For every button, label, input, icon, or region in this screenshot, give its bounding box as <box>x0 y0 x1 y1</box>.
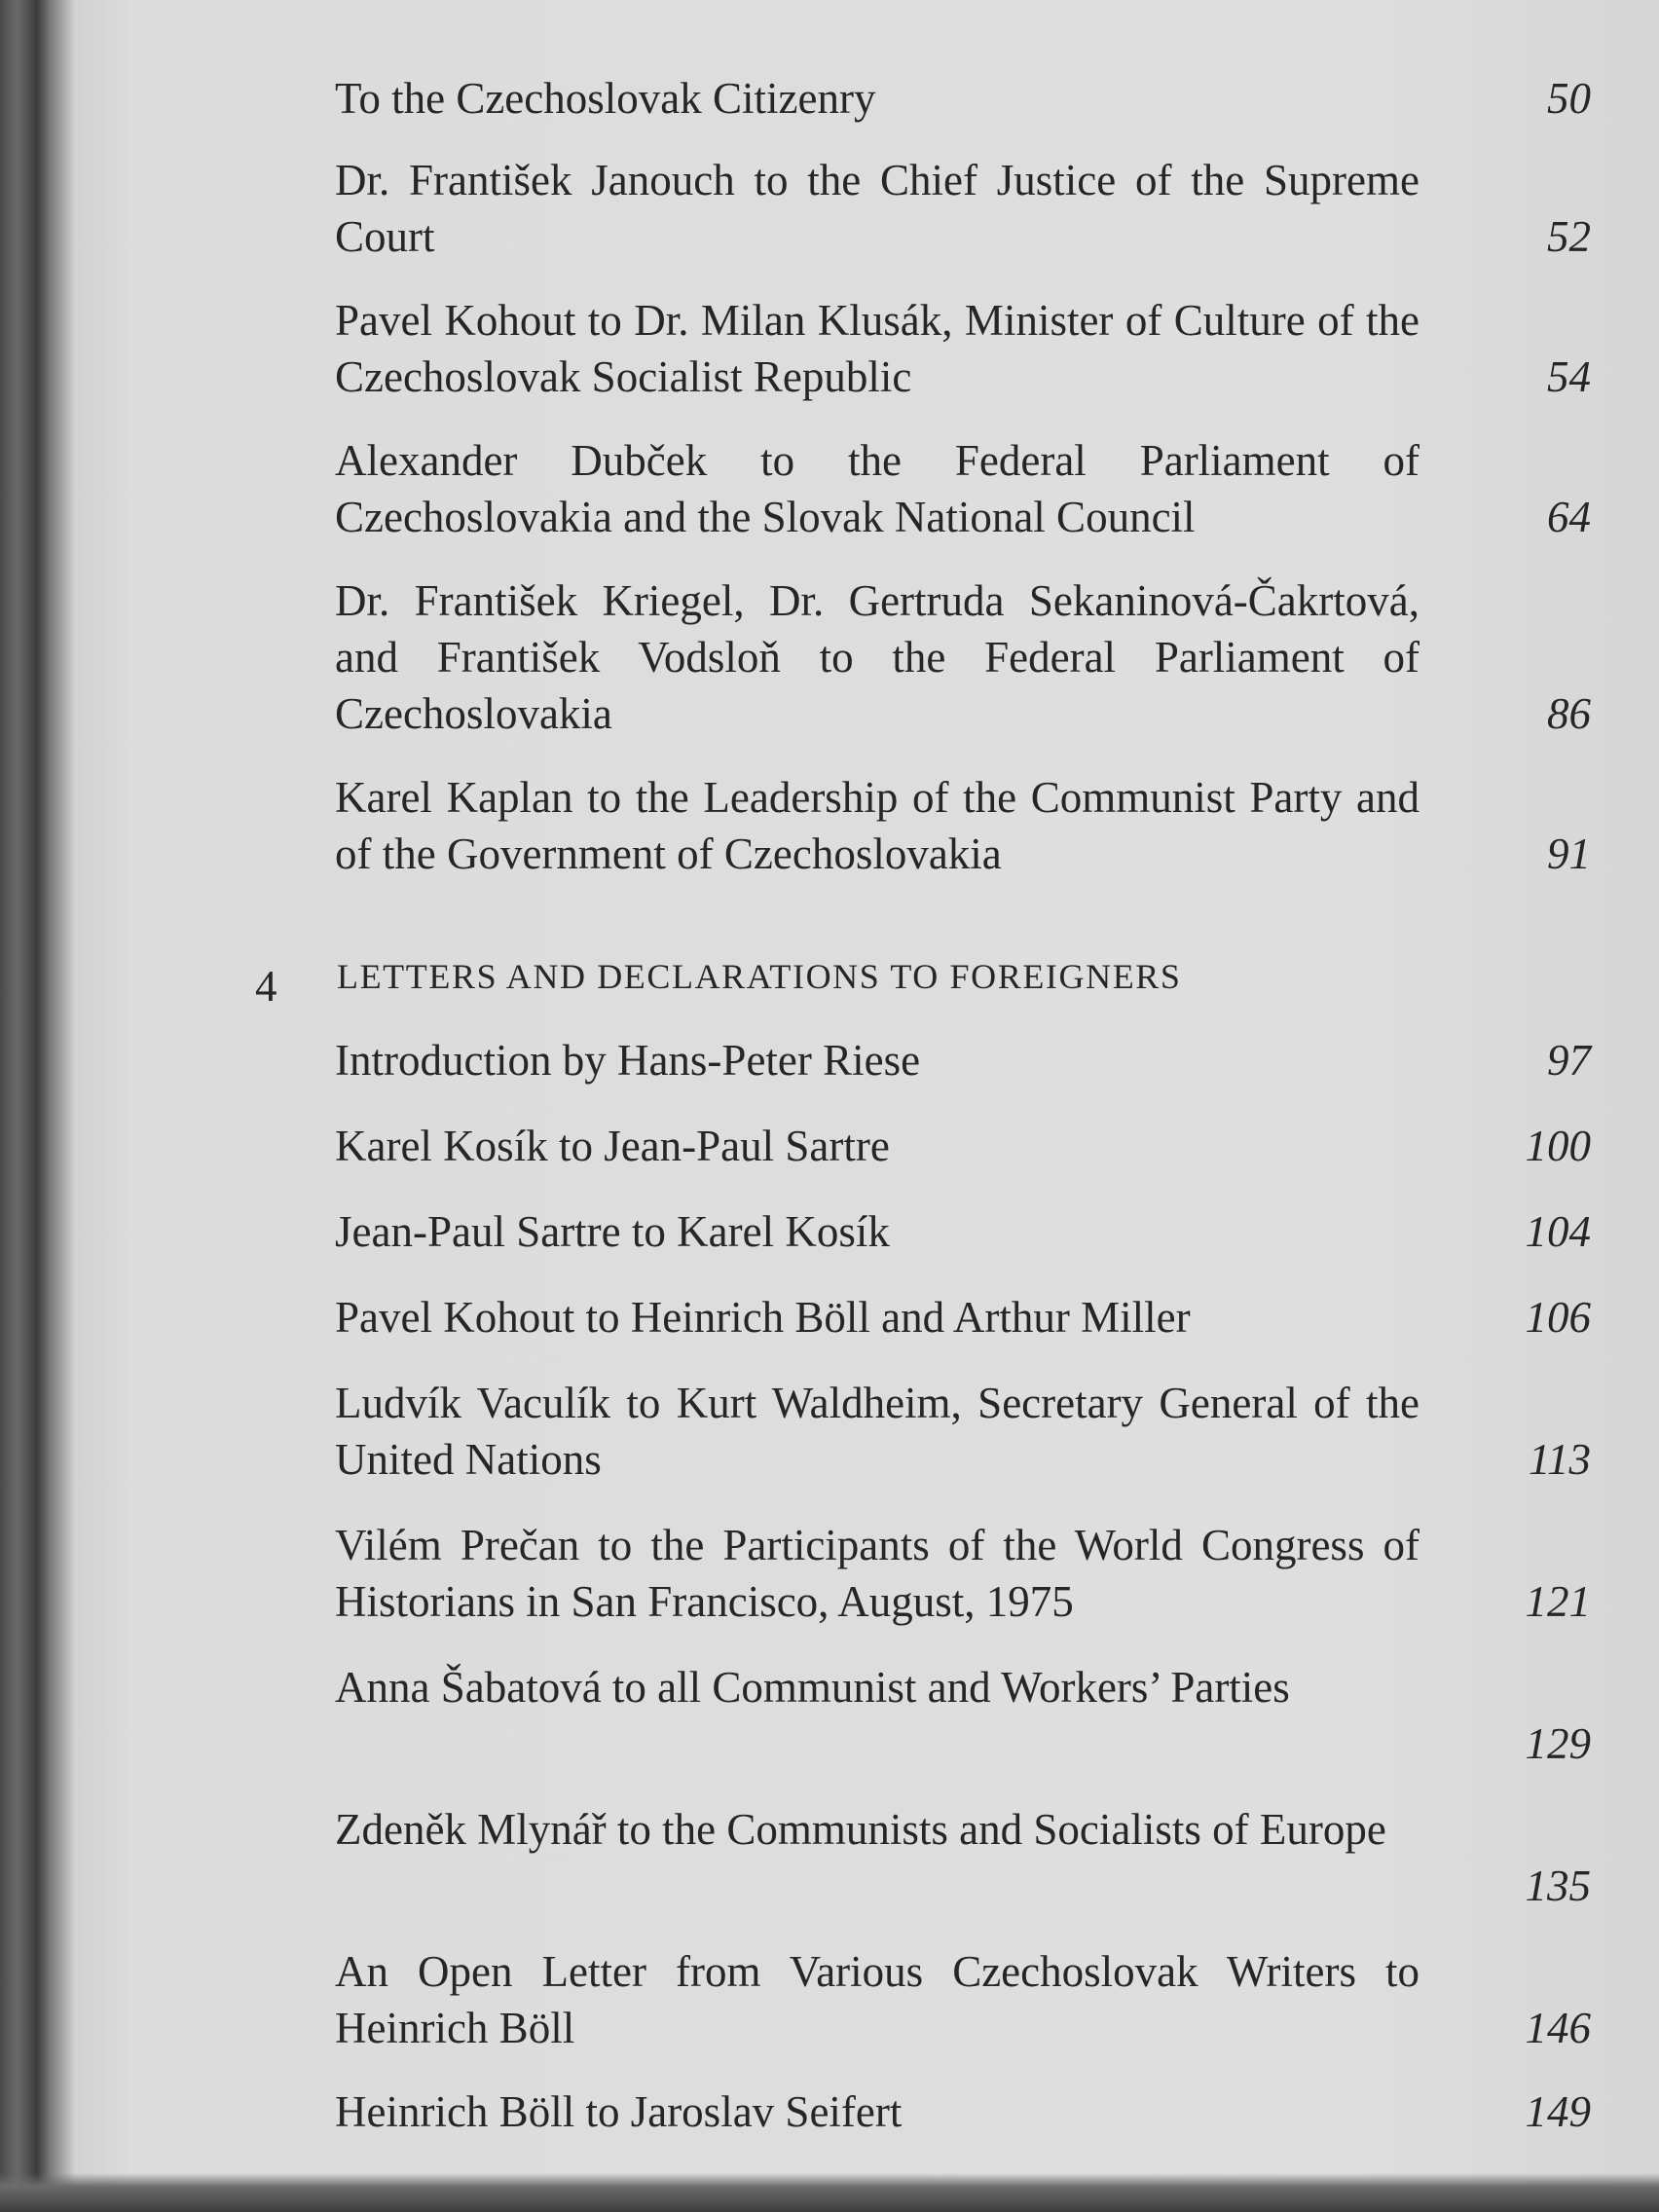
toc-entry-title: Zdeněk Mlynář to the Communists and Socialists of Europe <box>335 1805 1386 1854</box>
toc-entry-page: 52 <box>1547 212 1591 261</box>
toc-entry-page: 91 <box>1547 830 1591 878</box>
toc-entry-title: Karel Kaplan to the Leadership of the Communist Party and of the Government of Czechoslovakia <box>335 773 1419 878</box>
toc-entry-page: 149 <box>1525 2087 1591 2136</box>
toc-entry-title: Dr. František Janouch to the Chief Justice of the Supreme Court <box>335 156 1419 261</box>
section-title: LETTERS AND DECLARATIONS TO FOREIGNERS <box>337 957 1182 996</box>
toc-entry-page: 113 <box>1528 1435 1591 1484</box>
toc-entry-page: 97 <box>1547 1036 1591 1085</box>
toc-entry-page: 50 <box>1547 74 1591 123</box>
toc-entry-title: Pavel Kohout to Heinrich Böll and Arthur Miller <box>335 1293 1191 1342</box>
page-bottom-shadow <box>0 2173 1659 2212</box>
toc-entry-title: Pavel Kohout to Dr. Milan Klusák, Minister of Culture of the Czechoslovak Socialist Republic <box>335 296 1419 401</box>
toc-entry-title: Dr. František Kriegel, Dr. Gertruda Sekaninová-Čakrtová, and František Vodsloň to the Federal Parliament of Czechoslovakia <box>335 576 1419 738</box>
toc-entry-page: 146 <box>1525 2004 1591 2052</box>
toc-entry-title: Vilém Prečan to the Participants of the World Congress of Historians in San Francisco, August, 1975 <box>335 1521 1419 1626</box>
toc-entry-title: Introduction by Hans-Peter Riese <box>335 1036 921 1085</box>
section-number: 4 <box>255 962 277 1011</box>
toc-entry-page: 64 <box>1547 493 1591 541</box>
toc-entry-title: To the Czechoslovak Citizenry <box>335 74 876 123</box>
toc-entry-title: Anna Šabatová to all Communist and Workers’ Parties <box>335 1663 1290 1712</box>
toc-entry-page: 86 <box>1547 689 1591 738</box>
toc-entry-title: Heinrich Böll to Jaroslav Seifert <box>335 2087 903 2136</box>
toc-entry-title: Ludvík Vaculík to Kurt Waldheim, Secretary General of the United Nations <box>335 1379 1419 1484</box>
toc-entry-title: Alexander Dubček to the Federal Parliament of Czechoslovakia and the Slovak National Council <box>335 436 1419 541</box>
toc-entry-page: 135 <box>1525 1862 1591 1910</box>
toc-entry-page: 104 <box>1525 1207 1591 1256</box>
toc-entry-page: 54 <box>1547 352 1591 401</box>
toc-entry-page: 106 <box>1525 1293 1591 1342</box>
toc-entry-page: 121 <box>1525 1577 1591 1626</box>
toc-entry-page: 100 <box>1525 1122 1591 1170</box>
toc-entry-title: Karel Kosík to Jean-Paul Sartre <box>335 1122 890 1170</box>
toc-entry-page: 129 <box>1525 1719 1591 1768</box>
toc-entry-title: An Open Letter from Various Czechoslovak Writers to Heinrich Böll <box>335 1947 1419 2052</box>
toc-entry-title: Jean-Paul Sartre to Karel Kosík <box>335 1207 890 1256</box>
